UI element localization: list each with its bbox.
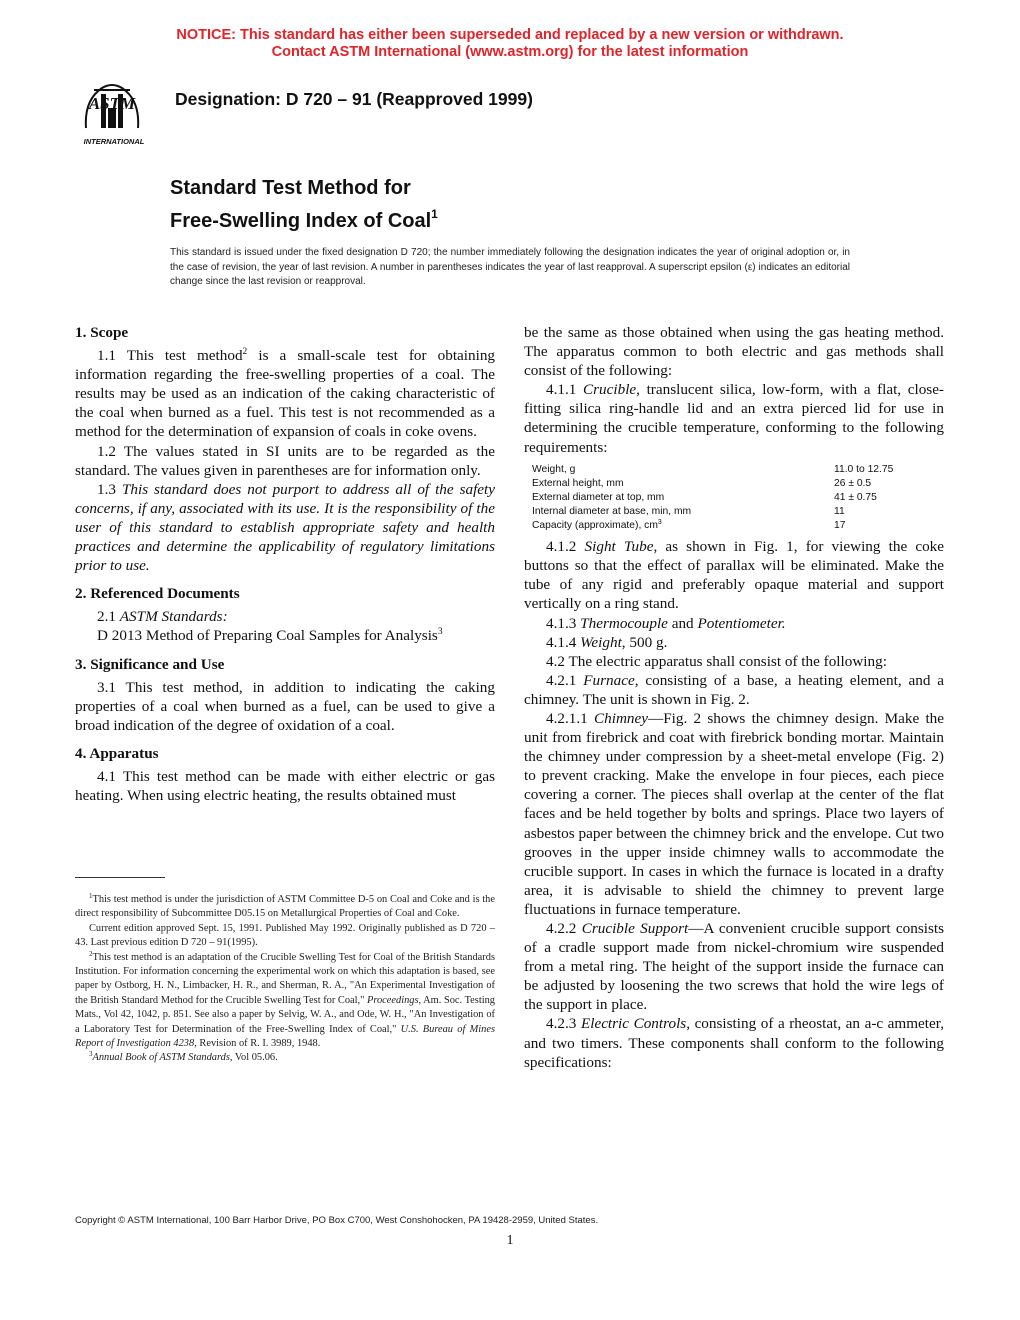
table-row [532,491,893,505]
document-title [170,175,438,234]
footnote-2-marker: 2 [89,949,93,958]
spec-label: Capacity (approximate), cm [532,520,658,532]
p421-term: Furnace [583,671,635,689]
footnote-1-edition: Current edition approved Sept. 15, 1991. Published May 1992. Originally published as D 720 – 43. Last previous edition D 720 – 91(1995). [75,922,495,949]
title-line-2-text: Free-Swelling Index of Coal [170,210,432,232]
title-line-1: Standard Test Method for [170,177,411,199]
footnote-3-italic: Annual Book of ASTM Standards [92,1052,230,1064]
p414-text: , 500 g. [621,633,668,651]
notice-banner [0,27,1020,61]
title-footnote-ref: 1 [431,207,438,221]
notice-line-1: NOTICE: This standard has either been superseded and replaced by a new version or withdrawn. [176,27,844,43]
reference-d2013 [75,626,495,645]
p4211-number: 4.2.1.1 [546,709,595,727]
footnote-ref-2: 2 [242,347,248,358]
p412-number: 4.1.2 [546,538,585,556]
spec-label: Internal diameter at base, min, mm [532,505,692,517]
logo-text-bottom: INTERNATIONAL [83,137,145,146]
paragraph-4-2: 4.2 The electric apparatus shall consist of the following: [546,652,887,670]
copyright-notice: Copyright © ASTM International, 100 Barr Harbor Drive, PO Box C700, West Conshohocken, PA 19428-2959, United States. [75,1215,599,1226]
p412-text: , as shown in Fig. 1, for viewing the coke buttons so that the effect of parallax will be eliminated. Make the tube of any rigid and preferably opaque material and support vertically on a ring stand. [524,538,944,613]
footnote-3-marker: 3 [89,1050,93,1059]
p411-number: 4.1.1 [546,381,583,399]
spec-value: 11 [834,505,845,517]
p423-term: Electric Controls [580,1015,687,1033]
p4211-text: —Fig. 2 shows the chimney design. Make the unit from firebrick and coat with firebrick bonding mortar. Maintain the chimney under compression by a sheet-metal envelope (Fig. 2) to prevent cracking. Make the envelope in four pieces, each piece covering a corner. The pieces shall overlap at the center of the flat faces and be held together by bolts and springs. Place two layers of asbestos paper between the chimney brick and the envelope. Cut two grooves in the upper inside chimney walls to accommodate the crucible support. In cases in which the furnace is located in a drafty area, it is advisable to shield the chimney to prevent large fluctuations in furnace temperature. [524,709,944,918]
p421-number: 4.2.1 [546,671,584,689]
section-2-heading: 2. Referenced Documents [75,585,240,603]
table-row [532,505,893,519]
issuance-note: This standard is issued under the fixed designation D 720; the number immediately following the designation indicates the year of original adoption or, in the case of revision, the year of last revision. A number in parentheses indicates the year of last reapproval. A superscript epsilon (ε) indicates an editorial change since the last revision or reapproval. [170,247,850,288]
footnote-2-text-b: , Am. Soc. Testing Mats., Vol 42, 1042, p. 851. See also a paper by Selvig, W. A., and Ode, W. H., "An Investigation of a Laboratory Test for Determination of the Free-Swelling Index of Coal," [75,994,496,1035]
page-number: 1 [506,1233,514,1248]
table-row [532,477,893,491]
p2-1-number: 2.1 [97,608,120,626]
p1-1-start: 1.1 This test method [97,347,243,365]
paragraph-1-1 [75,346,495,441]
footnote-ref-3: 3 [437,627,443,638]
footnote-1-text: This test method is under the jurisdiction of ASTM Committee D-5 on Coal and Coke and is the direct responsibility of Subcommittee D05.15 on Metallurgical Properties of Coal and Coke. [75,894,495,920]
p422-number: 4.2.2 [546,920,582,937]
footnote-divider [75,877,165,878]
table-row [532,519,893,533]
astm-logo-icon [64,78,160,148]
paragraph-4-2-1-1 [524,709,944,919]
reference-text: D 2013 Method of Preparing Coal Samples for Analysis [97,627,438,645]
paragraph-4-1-cont: be the same as those obtained when using the gas heating method. The apparatus common to both electric and gas methods shall consist of the following: [524,324,944,380]
spec-value: 11.0 to 12.75 [834,463,894,475]
paragraph-1-3 [75,480,495,575]
spec-label-capacity [532,519,834,533]
crucible-spec-table [532,463,893,533]
p1-3-number: 1.3 [97,480,122,498]
spec-label: External diameter at top, mm [532,491,665,503]
p422-text: —A convenient crucible support consists of a cradle support made from nickel-chromium wire suspended from a metal ring. The height of the support inside the furnace can be adjusted by loosening the two screws that hold the wire legs of the support in place. [524,920,944,1014]
p413-and: and [667,614,698,632]
footnote-3-text: , Vol 05.06. [229,1052,278,1064]
paragraph-4-2-2 [524,919,944,1014]
p4211-term: Chimney [594,709,649,727]
paragraph-1-2: 1.2 The values stated in SI units are to be regarded as the standard. The values given in parentheses are for information only. [75,442,495,479]
section-3-heading: 3. Significance and Use [75,655,225,673]
p423-text: , consisting of a rheostat, an a-c ammeter, and two timers. These components shall conform to the following specifications: [524,1015,944,1071]
p414-number: 4.1.4 [546,633,581,651]
paragraph-4-1: 4.1 This test method can be made with either electric or gas heating. When using electric heating, the results obtained must [75,767,495,805]
designation: Designation: D 720 – 91 (Reapproved 1999) [175,89,533,109]
footnote-2-italic-1: Proceedings [366,994,419,1006]
footnote-2 [75,951,495,1052]
spec-value: 41 ± 0.75 [834,491,877,503]
p413-term-1: Thermocouple [580,614,668,632]
paragraph-4-2-1 [524,671,944,709]
table-row [532,463,893,477]
p1-3-text: This standard does not purport to address all of the safety concerns, if any, associated with its use. It is the responsibility of the user of this standard to establish appropriate safety and health practices and determine the applicability of regulatory limitations prior to use. [75,480,496,575]
spec-value: 26 ± 0.5 [834,477,872,489]
paragraph-4-1-3 [524,614,944,633]
paragraph-4-1-2 [524,537,944,613]
p2-1-text: ASTM Standards: [119,608,228,626]
p1-1-rest: is a small-scale test for obtaining information regarding the free-swelling properties of a coal. The results may be used as an indication of the caking characteristic of the coal when burned as a fuel. This test is not recommended as a method for the determination of expansion of coals in coke ovens. [75,347,496,441]
p414-term: Weight [580,633,622,651]
footnote-1-marker: 1 [89,892,93,900]
p423-number: 4.2.3 [546,1015,581,1033]
paragraph-4-2-3 [524,1014,944,1071]
notice-line-2: Contact ASTM International (www.astm.org) for the latest information [271,44,749,60]
p412-term: Sight Tube [584,538,654,556]
p422-term: Crucible Support [581,920,689,937]
title-line-2 [170,201,438,234]
paragraph-2-1 [75,607,495,626]
paragraph-4-1-1 [524,380,944,456]
footnote-2-text-a: This test method is an adaptation of the Crucible Swelling Test for Coal of the British Standards Institution. For information concerning the experimental work on which this adaptation is based, see paper by Ostborg, H. N., Limbacker, H. R., and Sherman, R. A., "An Experimental Investigation of the British Standard Method for the Crucible Swelling Test for Coal," [75,951,495,1006]
p411-text: , translucent silica, low-form, with a flat, close-fitting silica ring-handle lid and an extra pierced lid for use in determining the crucible temperature, conforming to the following requirements: [524,381,944,456]
section-1-heading: 1. Scope [75,324,129,341]
spec-label: External height, mm [532,477,624,489]
paragraph-3-1: 3.1 This test method, in addition to indicating the caking properties of a coal when burned as a fuel, can be used to give a broad indication of the degree of oxidation of a coal. [75,678,495,734]
paragraph-4-1-4 [524,633,944,652]
footnote-2-italic-2: U.S. Bureau of Mines Report of Investigation 4238 [75,1023,495,1050]
spec-value: 17 [834,520,846,532]
unit-superscript: 3 [657,519,662,527]
p411-term: Crucible [583,381,637,399]
p413-term-2: Potentiometer. [697,614,786,632]
left-column [75,323,495,805]
p421-text: , consisting of a base, a heating element, and a chimney. The unit is shown in Fig. 2. [524,671,945,708]
footnote-1 [75,893,495,922]
footnote-2-text-c: , Revision of R. I. 3989, 1948. [194,1038,321,1050]
section-4-heading: 4. Apparatus [75,744,159,762]
footnotes [75,893,495,1066]
right-column [524,323,944,1072]
p413-number: 4.1.3 [546,614,581,632]
logo-text-top: ASTM [88,94,136,113]
footnote-3 [75,1051,495,1065]
spec-label: Weight, g [532,463,576,475]
